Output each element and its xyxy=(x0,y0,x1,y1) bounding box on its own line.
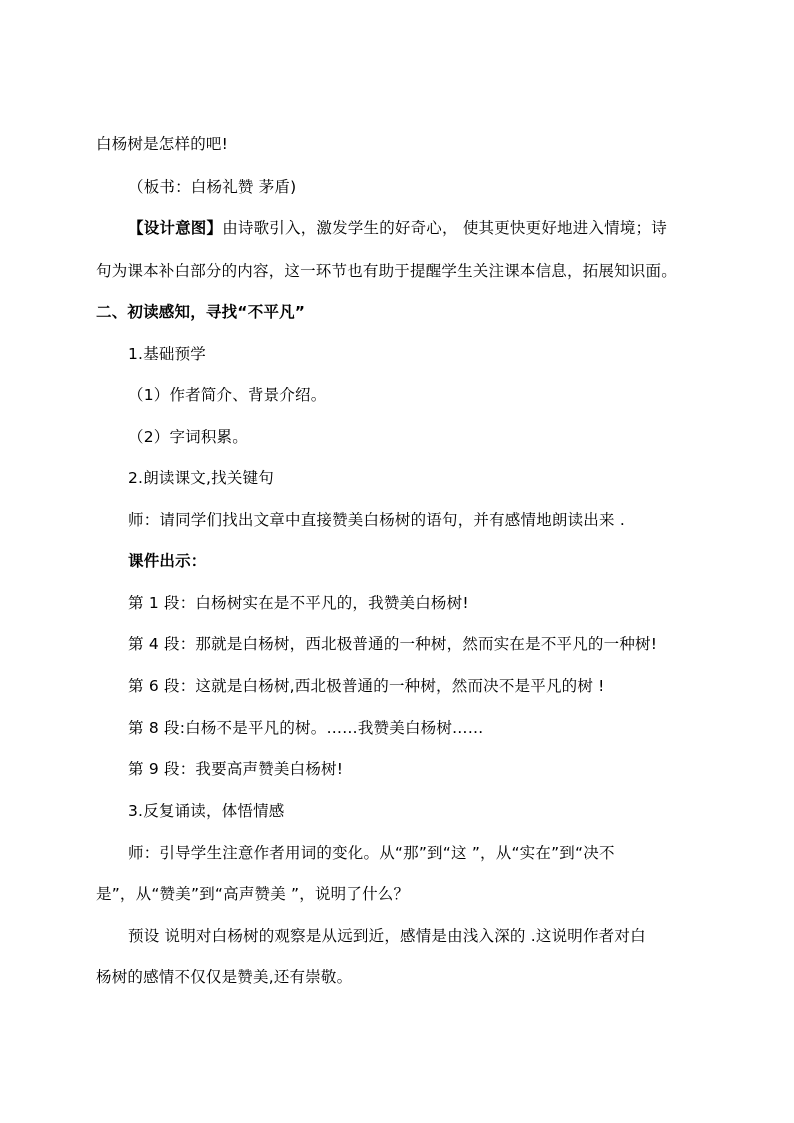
paragraph-line: 预设 说明对白杨树的观察是从远到近，感情是由浅入深的 .这说明作者对白 xyxy=(128,927,646,945)
design-intent-label: 【设计意图】 xyxy=(128,219,223,237)
list-item: （1）作者简介、背景介绍。 xyxy=(128,386,327,404)
subheading: 3.反复诵读，体悟情感 xyxy=(128,802,285,820)
paragraph-line: 是”，从“赞美”到“高声赞美 ”，说明了什么？ xyxy=(96,885,410,903)
paragraph-line: 杨树的感情不仅仅是赞美,还有崇敬。 xyxy=(96,968,353,986)
subheading: 2.朗读课文,找关键句 xyxy=(128,469,274,487)
quote-line: 第 8 段:白杨不是平凡的树。……我赞美白杨树…… xyxy=(128,719,484,737)
design-intent-line xyxy=(128,218,717,238)
paragraph-line: 师：请同学们找出文章中直接赞美白杨树的语句，并有感情地朗读出来 . xyxy=(128,511,625,529)
paragraph-line: 句为课本补白部分的内容，这一环节也有助于提醒学生关注课本信息，拓展知识面。 xyxy=(96,262,677,280)
quote-line: 第 6 段：这就是白杨树,西北极普通的一种树，然而决不是平凡的树 ! xyxy=(128,677,605,695)
section-heading: 二、初读感知，寻找“不平凡” xyxy=(96,303,306,321)
quote-line: 第 9 段：我要高声赞美白杨树! xyxy=(128,760,344,778)
quote-line: 第 4 段：那就是白杨树，西北极普通的一种树，然而实在是不平凡的一种树! xyxy=(128,635,658,653)
quote-line: 第 1 段：白杨树实在是不平凡的，我赞美白杨树! xyxy=(128,594,469,612)
subheading: 1.基础预学 xyxy=(128,345,206,363)
courseware-heading: 课件出示： xyxy=(128,552,207,570)
paragraph-line: 白杨树是怎样的吧! xyxy=(96,135,229,153)
design-intent-text: 由诗歌引入，激发学生的好奇心， 使其更快更好地进入情境；诗 xyxy=(222,219,667,237)
list-item: （2）字词积累。 xyxy=(128,428,248,446)
blackboard-note: （板书：白杨礼赞 茅盾) xyxy=(128,178,297,196)
paragraph-line: 师：引导学生注意作者用词的变化。从“那”到“这 ”，从“实在”到“决不 xyxy=(128,844,615,862)
